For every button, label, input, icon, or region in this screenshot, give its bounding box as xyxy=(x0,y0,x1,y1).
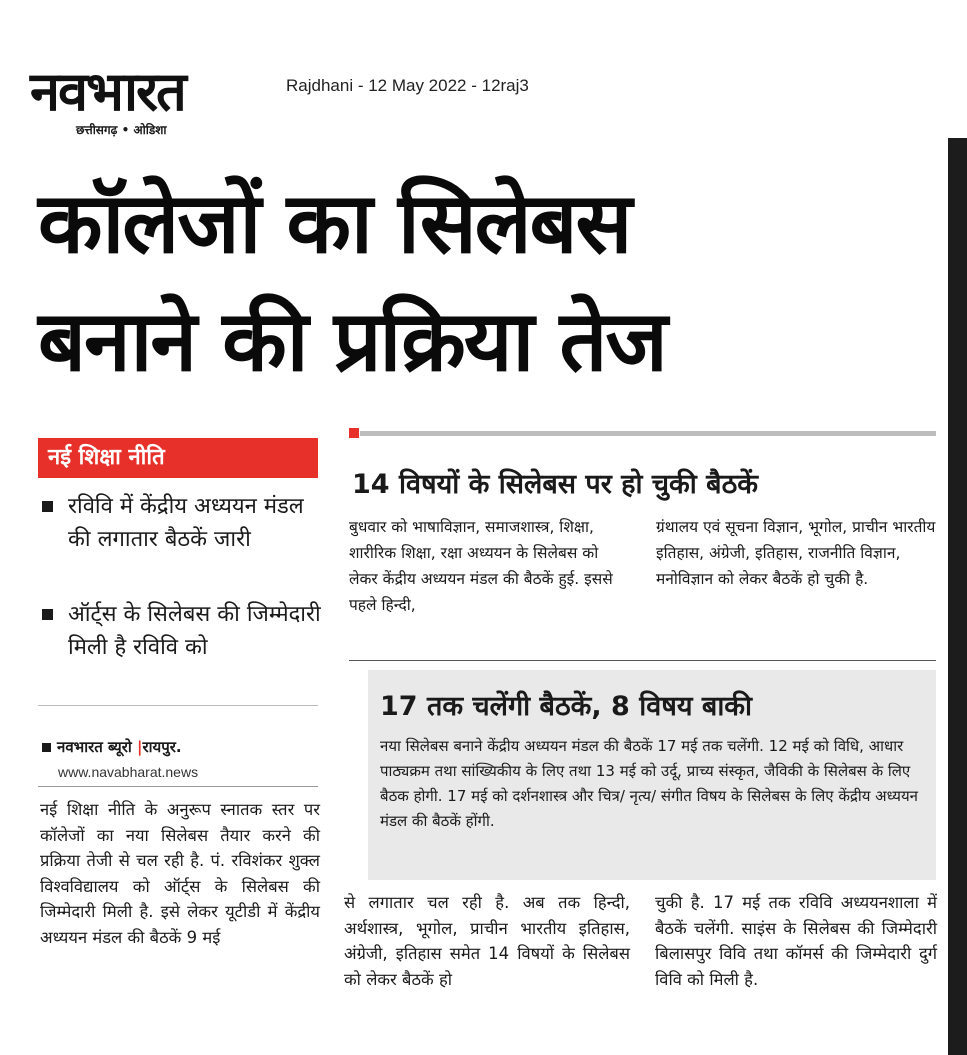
section-marker xyxy=(349,428,359,438)
newspaper-regions: छत्तीसगढ़ • ओडिशा xyxy=(76,123,167,137)
bullet-text: रविवि में केंद्रीय अध्ययन मंडल की लगातार बैठकें जारी xyxy=(68,494,304,552)
body-column-3: चुकी है. 17 मई तक रविवि अध्ययनशाला में बैठकें चलेंगी. साइंस के सिलेबस की जिम्मेदारी बिलासपुर विवि तथा कॉमर्स की जिम्मेदारी दुर्ग विवि को मिली है. xyxy=(655,893,937,989)
dateline: Rajdhani - 12 May 2022 - 12raj3 xyxy=(286,76,529,95)
highlight-bullet xyxy=(42,598,322,664)
headline-line-2: बनाने की प्रक्रिया तेज xyxy=(38,292,666,390)
byline-bureau: नवभारत ब्यूरो xyxy=(57,738,132,756)
headline-line-1: कॉलेजों का सिलेबस xyxy=(38,174,631,272)
byline xyxy=(42,737,182,757)
byline-place: रायपुर. xyxy=(142,738,182,756)
info-box-text: नया सिलेबस बनाने केंद्रीय अध्ययन मंडल की बैठकें 17 मई तक चलेंगी. 12 मई को विधि, आधार पाठ्यक्रम तथा सांख्यिकीय के लिए तथा 13 मई को उर्दू, प्राच्य संस्कृत, जैविकी के सिलेबस के लिए बैठक होगी. 17 मई को दर्शनशास्त्र और चित्र/ नृत्य/ संगीत विषय के सिलेबस के लिए केंद्रीय अध्ययन मंडल की बैठकें होंगी. xyxy=(380,737,919,830)
subhead-2: 17 तक चलेंगी बैठकें, 8 विषय बाकी xyxy=(380,691,753,722)
website-link[interactable]: www.navabharat.news xyxy=(58,764,199,780)
subhead-1: 14 विषयों के सिलेबस पर हो चुकी बैठकें xyxy=(352,469,759,500)
newspaper-logo xyxy=(30,62,260,142)
subhead-1-text-right: ग्रंथालय एवं सूचना विज्ञान, भूगोल, प्राचीन भारतीय इतिहास, अंग्रेजी, इतिहास, राजनीति विज्ञान, मनोविज्ञान को लेकर बैठकें हो चुकी है. xyxy=(656,518,936,588)
byline-square-icon xyxy=(42,743,51,752)
bullet-square-icon xyxy=(42,501,53,512)
newspaper-name: नवभारत xyxy=(30,60,185,123)
body-column-1: नई शिक्षा नीति के अनुरूप स्नातक स्तर पर कॉलेजों का नया सिलेबस तैयार करने की प्रक्रिया तेजी से चल रही है. पं. रविशंकर शुक्ल विश्वविद्यालय को ऑर्ट्स के सिलेबस की जिम्मेदारी मिली है. इसे लेकर यूटीडी में केंद्रीय अध्ययन मंडल की बैठकें 9 मई xyxy=(40,800,320,947)
headline xyxy=(38,164,918,400)
divider xyxy=(349,660,936,661)
right-edge-bar xyxy=(948,138,967,1055)
divider xyxy=(38,705,318,706)
section-bar xyxy=(360,431,936,436)
body-column-2: से लगातार चल रही है. अब तक हिन्दी, अर्थशास्त्र, भूगोल, प्राचीन भारतीय इतिहास, अंग्रेजी, इतिहास समेत 14 विषयों के सिलेबस को लेकर बैठकें हो xyxy=(344,893,630,989)
highlight-bullet xyxy=(42,490,322,556)
bullet-text: ऑर्ट्स के सिलेबस की जिम्मेदारी मिली है रविवि को xyxy=(68,602,321,660)
bullet-square-icon xyxy=(42,609,53,620)
divider xyxy=(38,786,318,787)
subhead-1-text-left: बुधवार को भाषाविज्ञान, समाजशास्त्र, शिक्षा, शारीरिक शिक्षा, रक्षा अध्ययन के सिलेबस को लेकर केंद्रीय अध्ययन मंडल की बैठकें हुई. इससे पहले हिन्दी, xyxy=(349,518,613,614)
section-tag: नई शिक्षा नीति xyxy=(38,438,318,478)
byline-separator: | xyxy=(136,738,143,756)
